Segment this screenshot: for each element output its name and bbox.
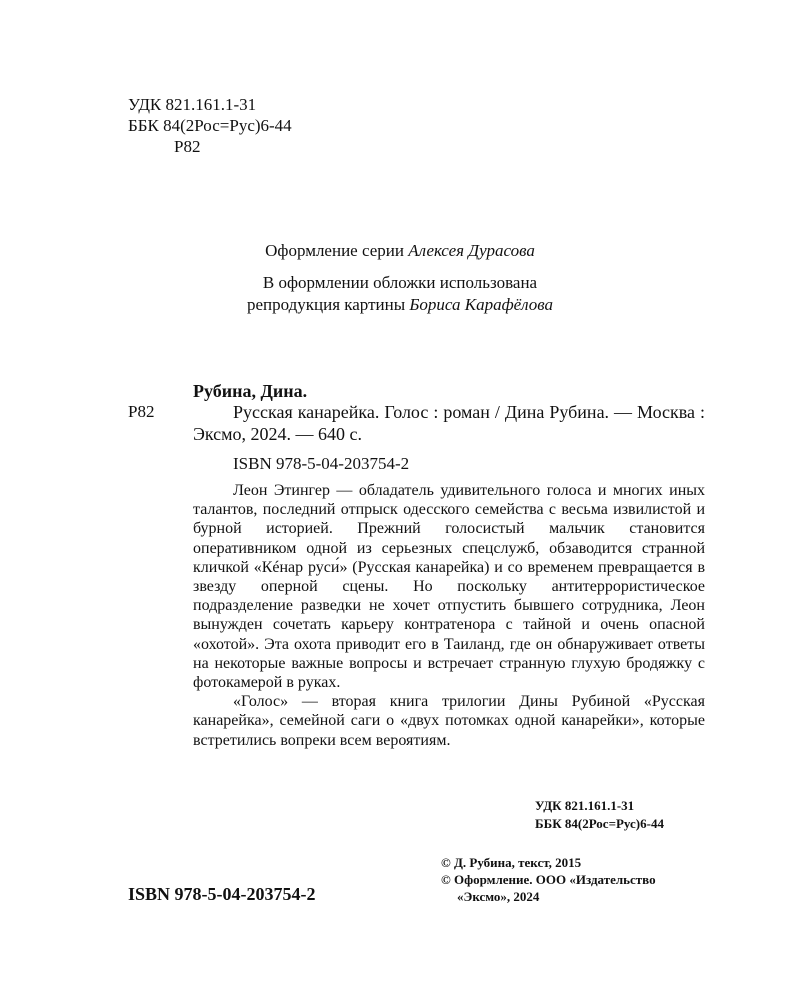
isbn-bottom: ISBN 978-5-04-203754-2 <box>128 884 316 904</box>
annotation-paragraph: Леон Этингер — обладатель удивительного голоса и многих иных талантов, последний отпрыск одесского семейства с весьма извилистой и бурной историей. Прежний голосистый мальчик становится оперативником одной из серьезных спецслужб, обзаводится странной кличкой «Кéнар руси́» (Русская канарейка) и со временем превращается в звезду оперной сцены. Но поскольку антитеррористическое подразделение разведки не хочет отпустить бывшего сотрудника, Леон вынужден сочетать карьеру контратенора с тайной и очень опасной «охотой». Эта охота приводит его в Таиланд, где он обнаруживает ответы на некоторые важные вопросы и встречает странную глухую бродяжку с фотокамерой в руках. <box>193 482 705 692</box>
classification-block-bottom <box>535 797 664 833</box>
catalog-isbn: ISBN 978-5-04-203754-2 <box>233 454 410 473</box>
author-code: Р82 <box>174 137 201 156</box>
bbk-code: ББК 84(2Рос=Рус)6-44 <box>128 116 292 135</box>
cover-credit: В оформлении обложки использована репродукция картины Бориса Карафёлова <box>246 273 554 314</box>
copyright-design: © Оформление. ООО «Издательство <box>441 872 656 887</box>
classification-block-top <box>128 94 292 157</box>
udk-code-bottom: УДК 821.161.1-31 <box>535 798 635 813</box>
book-annotation <box>193 481 705 750</box>
catalog-citation: Русская канарейка. Голос : роман / Дина Рубина. — Москва : Эксмо, 2024. — 640 с. <box>193 402 705 444</box>
series-design-credit: Оформление серии Алексея Дурасова <box>265 241 535 260</box>
udk-code: УДК 821.161.1-31 <box>128 95 257 114</box>
copyright-block <box>441 854 656 905</box>
design-credits <box>0 240 800 316</box>
catalog-author-heading: Рубина, Дина. <box>193 381 308 401</box>
copyright-design-cont: «Эксмо», 2024 <box>457 889 540 904</box>
catalog-author-code: Р82 <box>128 402 155 421</box>
copyright-text: © Д. Рубина, текст, 2015 <box>441 855 582 870</box>
annotation-paragraph: «Голос» — вторая книга трилогии Дины Рубиной «Русская канарейка», семейной саги о «двух потомках одной канарейки», которые встретились вопреки всем вероятиям. <box>193 693 705 749</box>
cover-artist-name: Бориса Карафёлова <box>409 295 554 314</box>
series-designer-name: Алексея Дурасова <box>408 241 535 260</box>
bbk-code-bottom: ББК 84(2Рос=Рус)6-44 <box>535 816 664 831</box>
